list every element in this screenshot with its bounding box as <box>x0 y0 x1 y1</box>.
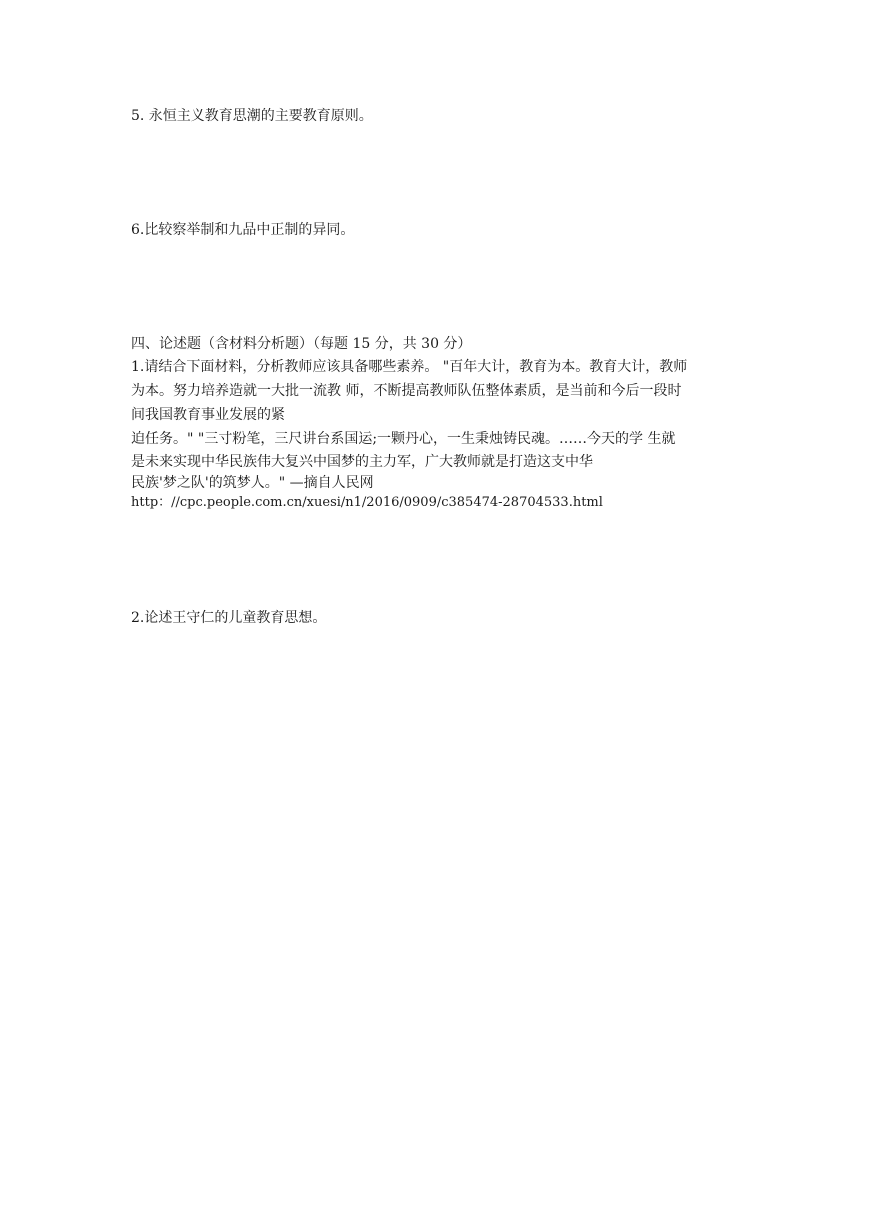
essay-question-1-line-5: 是未来实现中华民族伟大复兴中国梦的主力军，广大教师就是打造这支中华 <box>131 454 593 470</box>
essay-question-1-line-2: 为本。努力培养造就一大批一流教 师，不断提高教师队伍整体素质，是当前和今后一段时 <box>131 383 682 399</box>
essay-question-1-line-6: 民族'梦之队'的筑梦人。" —摘自人民网 <box>131 475 374 491</box>
essay-question-2: 2.论述王守仁的儿童教育思想。 <box>131 610 327 626</box>
essay-question-1-line-3: 间我国教育事业发展的紧 <box>131 407 285 423</box>
source-url: http：//cpc.people.com.cn/xuesi/n1/2016/0909/c385474-28704533.html <box>131 495 603 510</box>
question-6: 6.比较察举制和九品中正制的异同。 <box>131 222 355 238</box>
question-5: 5. 永恒主义教育思潮的主要教育原则。 <box>131 108 373 124</box>
essay-question-1-line-4: 迫任务。" "三寸粉笔，三尺讲台系国运;一颗丹心，一生秉烛铸民魂。……今天的学 生就 <box>131 431 676 447</box>
section-4-heading: 四、论述题（含材料分析题）（每题 15 分，共 30 分） <box>131 336 472 352</box>
essay-question-1-line-1: 1.请结合下面材料，分析教师应该具备哪些素养。 "百年大计，教育为本。教育大计，教师 <box>131 359 688 375</box>
